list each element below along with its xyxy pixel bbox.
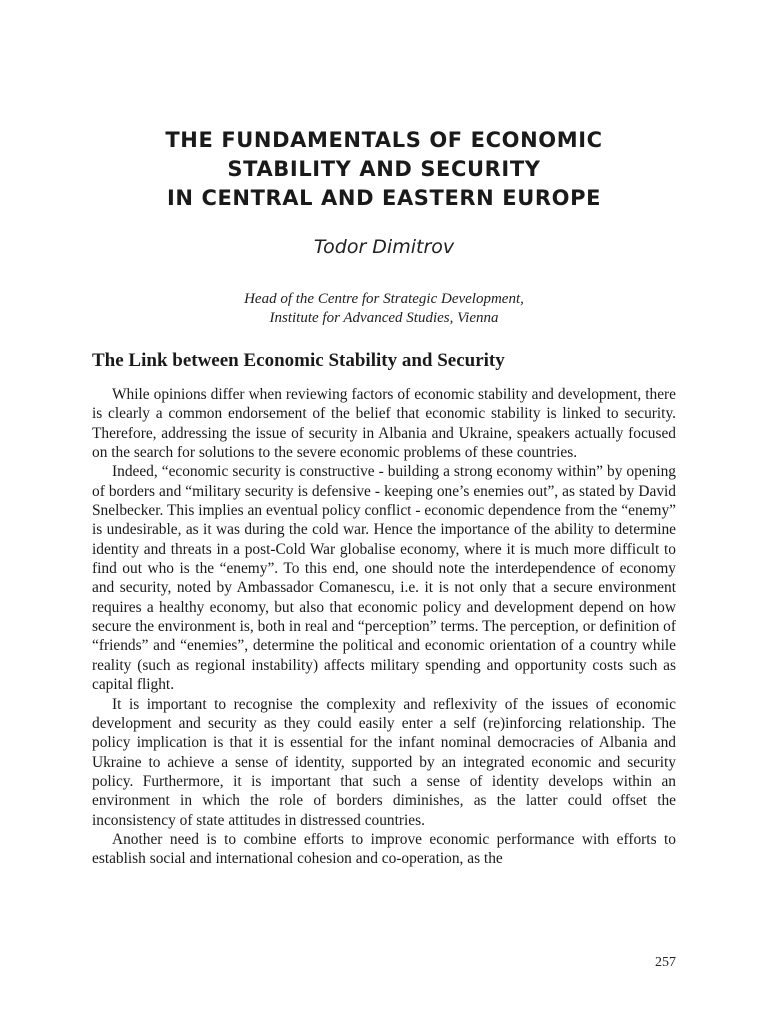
title-line: IN CENTRAL AND EASTERN EUROPE xyxy=(166,186,602,210)
paragraph: Indeed, “economic security is constructive - building a strong economy within” by opening of borders and “military security is defensive - keeping one’s enemies out”, as stated by David Snelbecker. This implies an eventual policy conflict - economic dependence from the “enemy” is undesirable, as it was during the cold war. Hence the importance of the ability to determine identity and threats in a post-Cold War globalise economy, where it is much more difficult to find out who is the “enemy”. To this end, one should note the interdependence of economy and security, noted by Ambassador Comanescu, i.e. it is not only that a secure environment requires a healthy economy, but also that economic policy and development depend on how secure the environment is, both in real and “perception” terms. The perception, or definition of “friends” and “enemies”, determine the political and economic orientation of a country while reality (such as regional instability) affects military spending and opportunity costs such as capital flight. xyxy=(92,463,676,694)
page-number: 257 xyxy=(655,955,676,970)
body-text xyxy=(92,385,676,869)
paragraph: Another need is to combine efforts to improve economic performance with efforts to establish social and international cohesion and co-operation, as the xyxy=(92,830,676,868)
title-line: THE FUNDAMENTALS OF ECONOMIC xyxy=(165,128,603,152)
author-name: Todor Dimitrov xyxy=(313,236,455,258)
section-heading: The Link between Economic Stability and Security xyxy=(92,350,505,371)
affiliation-line: Institute for Advanced Studies, Vienna xyxy=(269,310,499,326)
paragraph: It is important to recognise the complexity and reflexivity of the issues of economic development and security as they could easily enter a self (re)inforcing relationship. The policy implication is that it is essential for the infant nominal democracies of Albania and Ukraine to achieve a sense of identity, supported by an integrated economic and security policy. Furthermore, it is important that such a sense of identity develops within an environment in which the role of borders diminishes, as the latter could offset the inconsistency of state attitudes in distressed countries. xyxy=(92,695,676,829)
paragraph: While opinions differ when reviewing factors of economic stability and development, there is clearly a common endorsement of the belief that economic stability is linked to security. Therefore, addressing the issue of security in Albania and Ukraine, speakers actually focused on the search for solutions to the severe economic problems of these countries. xyxy=(92,386,676,462)
title-line: STABILITY AND SECURITY xyxy=(227,157,541,181)
affiliation-line: Head of the Centre for Strategic Development, xyxy=(244,291,524,307)
article-title xyxy=(0,126,768,213)
author-affiliation xyxy=(0,290,768,328)
